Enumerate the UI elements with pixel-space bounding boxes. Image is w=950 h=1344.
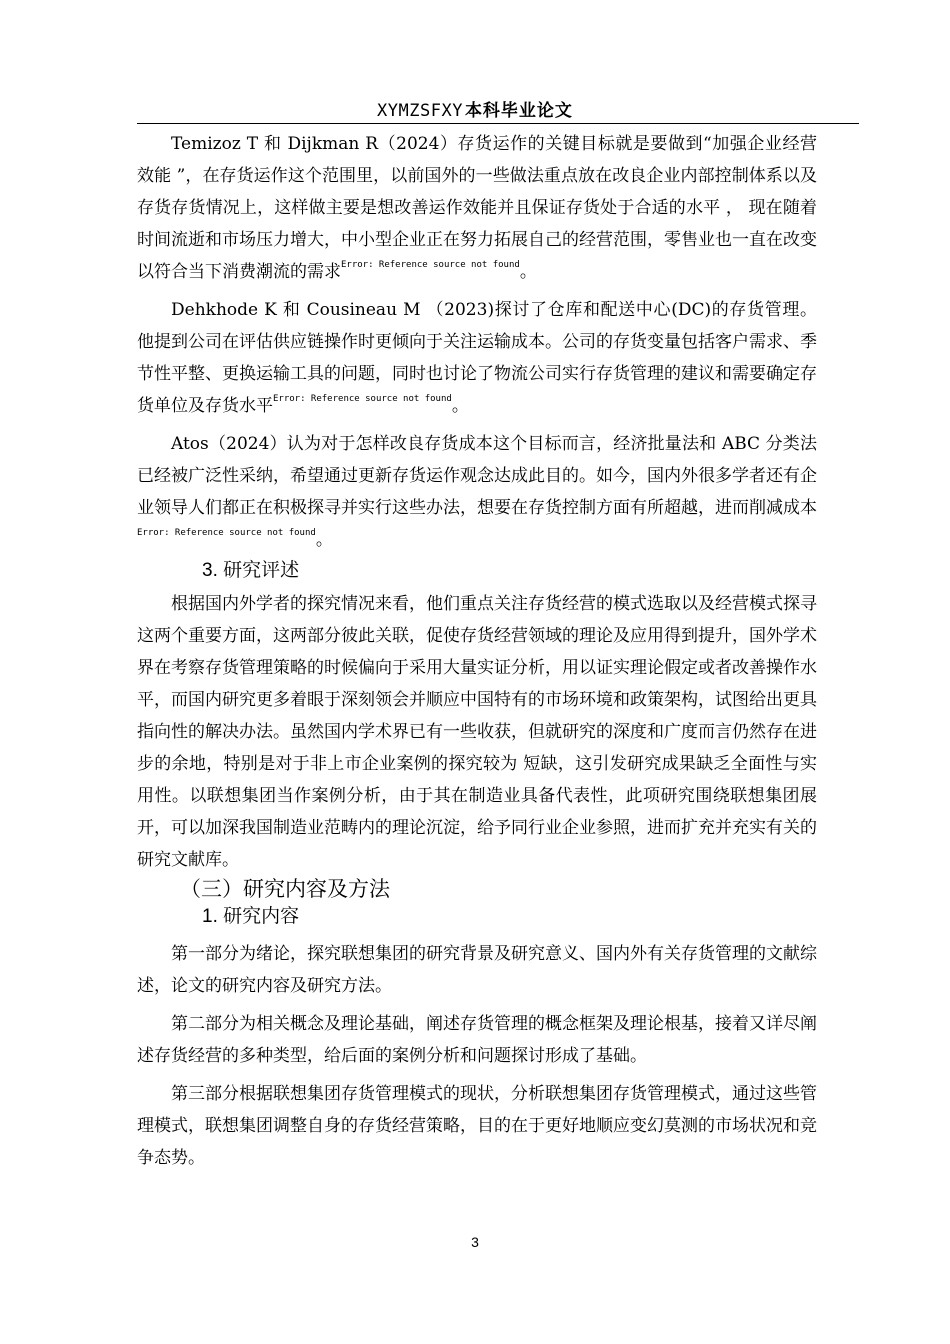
paragraph-dehkhode — [137, 294, 817, 422]
header-title: 本科毕业论文 — [464, 101, 573, 121]
paragraph-temizoz — [137, 128, 817, 288]
paragraph-text: Temizoz T 和 Dijkman R（2024）存货运作的关键目标就是要做到“加强企业经营效能 ”，在存货运作这个范围里，以前国外的一些做法重点放在改良企业内部控制体系以及存货存货情况上，这样做主要是想改善运作效能并且保证存货处于合适的水平 ， 现在随着时间流逝和市场压力增大，中小型企业正在努力拓展自己的经营范围，零售业也一直在改变以符合当下消费潮流的需求 — [137, 134, 817, 282]
heading-research-content-methods: （三）研究内容及方法 — [180, 878, 390, 901]
reference-error: Error: Reference source not found — [341, 260, 520, 270]
header-code: XYMZSFXY — [377, 101, 463, 121]
paragraph-text: Atos（2024）认为对于怎样改良存货成本这个目标而言，经济批量法和 ABC 分类法已经被广泛性采纳，希望通过更新存货运作观念达成此目的。如今，国内外很多学者还有企业领导人们都正在积极探寻并实行这些办法，想要在存货控制方面有所超越，进而削减成本 — [137, 434, 817, 518]
paragraph-text: Dehkhode K 和 Cousineau M （2023)探讨了仓库和配送中心(DC)的存货管理。他提到公司在评估供应链操作时更倾向于关注运输成本。公司的存货变量包括客户需求、季节性平整、更换运输工具的问题，同时也讨论了物流公司实行存货管理的建议和需要确定存货单位及存货水平 — [137, 300, 817, 416]
paragraph-end: 。 — [451, 396, 469, 416]
paragraph-end: 。 — [315, 530, 333, 550]
page-header — [0, 96, 950, 121]
reference-error: Error: Reference source not found — [273, 394, 452, 404]
paragraph-atos — [137, 428, 817, 556]
header-rule — [137, 123, 859, 124]
page-body — [137, 128, 817, 1180]
paragraph-part-three: 第三部分根据联想集团存货管理模式的现状，分析联想集团存货管理模式，通过这些管理模式，联想集团调整自身的存货经营策略，目的在于更好地顺应变幻莫测的市场状况和竞争态势。 — [137, 1084, 817, 1168]
paragraph-part-one: 第一部分为绪论，探究联想集团的研究背景及研究意义、国内外有关存货管理的文献综述，论文的研究内容及研究方法。 — [137, 944, 817, 996]
paragraph-end: 。 — [519, 262, 537, 282]
paragraph-part-two: 第二部分为相关概念及理论基础，阐述存货管理的概念框架及理论根基，接着又详尽阐述存货经营的多种类型，给后面的案例分析和问题探讨形成了基础。 — [137, 1014, 817, 1066]
reference-error: Error: Reference source not found — [137, 528, 316, 538]
heading-research-review: 3. 研究评述 — [202, 560, 300, 581]
heading-research-content: 1. 研究内容 — [202, 906, 300, 927]
page-number: 3 — [471, 1234, 479, 1250]
paragraph-research-review: 根据国内外学者的探究情况来看，他们重点关注存货经营的模式选取以及经营模式探寻这两个重要方面，这两部分彼此关联，促使存货经营领域的理论及应用得到提升，国外学术界在考察存货管理策略的时候偏向于采用大量实证分析，用以证实理论假定或者改善操作水平，而国内研究更多着眼于深刻领会并顺应中国特有的市场环境和政策架构，试图给出更具指向性的解决办法。虽然国内学术界已有一些收获，但就研究的深度和广度而言仍然存在进步的余地，特别是对于非上市企业案例的探究较为 短缺，这引发研究成果缺乏全面性与实用性。以联想集团当作案例分析，由于其在制造业具备代表性，此项研究围绕联想集团展开，可以加深我国制造业范畴内的理论沉淀，给予同行业企业参照，进而扩充并充实有关的研究文献库。 — [137, 594, 817, 870]
